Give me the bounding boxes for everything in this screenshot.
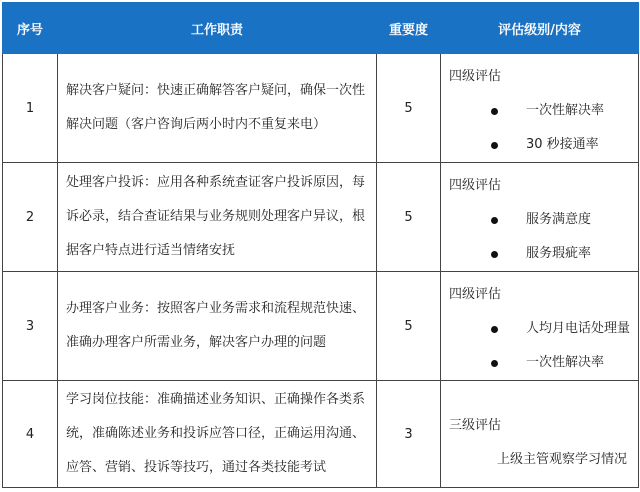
eval-item	[449, 203, 630, 237]
job-duties-table	[2, 2, 639, 488]
header-index: 序号	[3, 3, 58, 54]
row-duty: 处理客户投诉：应用各种系统查证客户投诉原因，每诉必录，结合查证结果与业务规则处理客户异议，根据客户特点进行适当情绪安抚	[58, 163, 377, 272]
row-importance: 3	[377, 381, 441, 488]
eval-note: 上级主管观察学习情况	[497, 452, 628, 467]
eval-item	[449, 237, 630, 271]
row-importance: 5	[377, 272, 441, 381]
table-header	[3, 3, 639, 54]
row-index: 3	[3, 272, 58, 381]
header-duty: 工作职责	[58, 3, 377, 54]
eval-level: 四级评估	[449, 178, 502, 193]
row-duty: 办理客户业务：按照客户业务需求和流程规范快速、准确办理客户所需业务，解决客户办理的问题	[58, 272, 377, 381]
row-duty: 学习岗位技能：准确描述业务知识、正确操作各类系统，准确陈述业务和投诉应答口径，正确运用沟通、应答、营销、投诉等技巧，通过各类技能考试	[58, 381, 377, 488]
table-row	[3, 163, 639, 272]
bullet-icon	[491, 251, 498, 258]
eval-item-text: 一次性解决率	[526, 103, 605, 118]
row-importance: 5	[377, 54, 441, 163]
row-evaluation	[441, 381, 639, 488]
eval-item	[449, 128, 630, 162]
eval-item	[449, 94, 630, 128]
eval-item-text: 一次性解决率	[526, 355, 605, 370]
bullet-icon	[491, 142, 498, 149]
row-index: 4	[3, 381, 58, 488]
eval-level: 四级评估	[449, 287, 502, 302]
header-importance: 重要度	[377, 3, 441, 54]
bullet-icon	[491, 108, 498, 115]
eval-level: 三级评估	[449, 418, 502, 433]
row-evaluation	[441, 163, 639, 272]
header-evaluation: 评估级别/内容	[441, 3, 639, 54]
eval-item-text: 人均月电话处理量	[526, 321, 631, 336]
row-duty: 解决客户疑问：快速正确解答客户疑问，确保一次性解决问题（客户咨询后两小时内不重复来电）	[58, 54, 377, 163]
table-row	[3, 272, 639, 381]
bullet-icon	[491, 326, 498, 333]
table-row	[3, 54, 639, 163]
eval-item-text: 30 秒接通率	[526, 137, 599, 152]
eval-item	[449, 346, 630, 380]
row-index: 2	[3, 163, 58, 272]
bullet-icon	[491, 217, 498, 224]
bullet-icon	[491, 360, 498, 367]
table-row	[3, 381, 639, 488]
eval-item	[449, 312, 630, 346]
row-index: 1	[3, 54, 58, 163]
eval-level: 四级评估	[449, 69, 502, 84]
row-evaluation	[441, 272, 639, 381]
eval-item-text: 服务瑕疵率	[526, 246, 592, 261]
eval-item-text: 服务满意度	[526, 212, 592, 227]
row-importance: 5	[377, 163, 441, 272]
row-evaluation	[441, 54, 639, 163]
